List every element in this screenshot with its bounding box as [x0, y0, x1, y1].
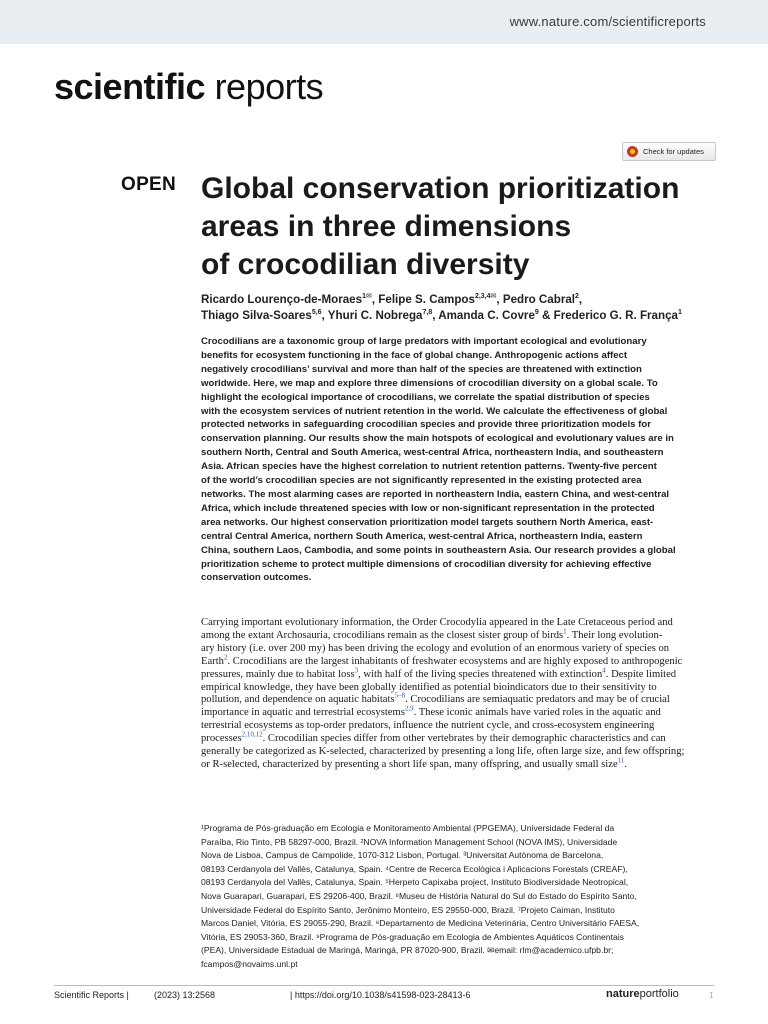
author-name[interactable]: Pedro Cabral — [502, 293, 576, 306]
publisher-logo — [606, 988, 679, 1000]
body-line — [201, 666, 719, 682]
affiliation-ref: 2,3,4 — [474, 293, 491, 301]
abstract-line: with the ecosystem services of nutrient retention in the world. We calculate the effectiveness of global — [201, 405, 668, 417]
site-url-link[interactable]: www.nature.com/scientificreports — [509, 14, 706, 29]
journal-logo — [54, 66, 323, 108]
body-text-run: terrestrial ecosystems as top-order predators, influence the nutrient cycle, and cross-ecosystem engineering — [201, 720, 655, 732]
article-title — [201, 170, 721, 284]
abstract-line: benefits for ecosystem functioning in the face of global change. Anthropogenic actions affect — [201, 349, 628, 361]
abstract-line: conservation planning. Our results show the main hotspots of ecological and evolutionary values are in — [201, 433, 674, 445]
affiliation-line: Vitória, ES 29053‑360, Brazil. ⁹Programa de Pós‑graduação em Ecologia de Ambientes Aquáticos Continentais — [201, 931, 624, 942]
abstract-line: southern North, Central and South America, west‑central Africa, northeastern India, and southeastern — [201, 447, 664, 459]
author-name[interactable]: Yhuri C. Nobrega — [327, 309, 423, 322]
affiliation-ref: 1 — [362, 293, 366, 301]
abstract-line: highlight the ecological importance of crocodilians, we correlate the spatial distribution of species — [201, 391, 650, 403]
body-text-run: pollution, and dependence on aquatic habitats — [201, 694, 395, 706]
body-line — [201, 704, 719, 720]
body-text-run: importance in aquatic and terrestrial ecosystems — [201, 707, 405, 719]
body-text-run: Carrying important evolutionary information, the Order Crocodylia appeared in the Late Cretaceous period and — [201, 617, 673, 628]
author-separator: & — [538, 309, 554, 322]
affiliation-ref: 2 — [575, 293, 579, 301]
affiliation-line: Marcos Daniel, Vitória, ES 29055‑290, Brazil. ⁸Departamento de Medicina Veterinária, Centro Universitário FAESA, — [201, 918, 640, 929]
abstract-line: Crocodilians are a taxonomic group of large predators with important ecological and evolutionary — [201, 336, 647, 347]
body-text — [201, 617, 719, 772]
body-text-run: pressures, mainly due to habitat loss — [201, 668, 355, 680]
citation-link[interactable]: 2,10,12 — [241, 730, 263, 739]
footer-journal: Scientific Reports | — [54, 990, 129, 1000]
check-for-updates-label: Check for updates — [643, 147, 704, 156]
abstract-line: Asia. African species have the highest correlation to nutrient retention patterns. Twenty‑five percent — [201, 461, 657, 473]
citation-link[interactable]: 1 — [563, 627, 567, 636]
citation-link[interactable]: 4 — [602, 666, 606, 675]
abstract-line: worldwide. Here, we map and explore three dimensions of crocodilian diversity on a global scale. To — [201, 377, 658, 389]
doi-link[interactable]: | https://doi.org/10.1038/s41598-023-28413-6 — [290, 990, 471, 1000]
citation-link[interactable]: 11 — [617, 756, 625, 765]
author-line — [201, 308, 721, 324]
body-text-run: or R-selected, characterized by presenting a short life span, many offspring, and usually small size — [201, 758, 618, 770]
footer-divider — [54, 985, 714, 986]
body-text-run: , with half of the living species threatened with extinction — [358, 668, 603, 680]
body-text-run: . These iconic animals have varied roles in the aquatic and — [413, 707, 661, 719]
envelope-icon[interactable]: ✉ — [490, 293, 497, 301]
body-line — [201, 627, 719, 643]
envelope-icon[interactable]: ✉ — [365, 293, 372, 301]
affiliation-line: Universidade Federal do Espírito Santo, Jerônimo Monteiro, ES 29550‑000, Brazil. ⁷Projeto Caiman, Instituto — [201, 904, 615, 915]
body-text-run: . Their long evolution- — [566, 629, 663, 641]
journal-name-light: reports — [205, 66, 324, 107]
title-line: of crocodilian diversity — [201, 248, 530, 281]
author-name[interactable]: Ricardo Lourenço‑de‑Moraes — [201, 293, 363, 306]
author-separator: , — [371, 293, 379, 306]
abstract-line: area networks. Our highest conservation prioritization model targets southern North America, east‑ — [201, 516, 654, 528]
citation-link[interactable]: 2,9 — [404, 704, 414, 713]
abstract-line: prioritization scheme to protect multiple dimensions of crocodilian diversity for achieving effective — [201, 558, 652, 570]
affiliation-line: Nova Guarapari, Guarapari, ES 29206‑400, Brazil. ⁶Museu de História Natural do Sul do Estado do Espírito Santo, — [201, 890, 637, 901]
affiliation-ref: 9 — [534, 309, 539, 317]
body-text-run: . — [624, 758, 628, 770]
body-text-run: processes — [201, 733, 242, 745]
check-for-updates-button[interactable] — [622, 142, 716, 161]
affiliation-line: (PEA), Universidade Estadual de Maringá, Maringá, PR 87020‑900, Brazil. ✉email: rlm@academico.ufpb.br; — [201, 945, 614, 956]
affiliation-line: fcampos@novaims.unl.pt — [201, 958, 298, 969]
title-line: areas in three dimensions — [201, 210, 572, 243]
publisher-logo-bold: nature — [606, 988, 640, 1000]
affiliation-line: ¹Programa de Pós‑graduação em Ecologia e Monitoramento Ambiental (PPGEMA), Universidade Federal da — [201, 823, 615, 833]
body-text-run: . Despite limited — [605, 668, 677, 680]
open-access-label: OPEN — [121, 174, 177, 195]
abstract-line: Africa, which include threatened species with low or non‑significant representation in the protected — [201, 502, 655, 514]
page-number: 1 — [709, 991, 714, 1000]
affiliation-line: Paraíba, Rio Tinto, PB 58297‑000, Brazil. ²NOVA Information Management School (NOVA IMS), Universidade — [201, 836, 618, 847]
body-line — [201, 643, 719, 656]
affiliation-line: Nova de Lisboa, Campus de Campolide, 1070‑312 Lisbon, Portugal. ³Universitat Autònoma de Barcelona, — [201, 850, 604, 861]
body-line — [201, 756, 719, 772]
body-text-run: . Crocodilians are the largest inhabitants of freshwater ecosystems and are highly exposed to anthropogenic — [227, 655, 683, 667]
body-line — [201, 653, 719, 669]
body-text-run: Earth — [201, 655, 224, 667]
title-line: Global conservation prioritization — [201, 172, 680, 205]
body-text-run: ary history (i.e. over 200 my) has been driving the ecology and evolution of an enormous variety of species on — [201, 642, 670, 654]
author-name[interactable]: Thiago Silva‑Soares — [201, 309, 312, 322]
abstract-line: China, southern Laos, Cambodia, and some points in southeastern Asia. Our research provides a global — [201, 544, 676, 556]
author-separator: , — [496, 293, 503, 306]
author-separator: , — [321, 309, 328, 322]
affiliation-ref: 1 — [677, 309, 682, 317]
body-line — [201, 691, 719, 707]
body-line — [201, 682, 719, 695]
citation-link[interactable]: 3 — [354, 666, 359, 675]
abstract-line: protected networks in safeguarding crocodilian species and provide three prioritization models for — [201, 419, 651, 431]
body-line — [201, 730, 719, 746]
author-separator: , — [578, 293, 583, 306]
abstract — [201, 335, 719, 585]
footer-citation: (2023) 13:2568 — [154, 990, 216, 1000]
author-name[interactable]: Felipe S. Campos — [378, 293, 475, 306]
journal-name-bold: scientific — [54, 66, 206, 107]
author-separator: , — [432, 309, 439, 322]
citation-link[interactable]: 5–8 — [394, 691, 406, 700]
affiliation-ref: 5,6 — [311, 309, 322, 317]
body-line — [201, 720, 719, 733]
publisher-logo-light: portfolio — [639, 988, 679, 1000]
abstract-line: central Central America, northern South America, west‑central Africa, northeastern India, eastern — [201, 530, 643, 542]
abstract-line: networks. The most alarming cases are reported in northeastern India, eastern China, and west‑central — [201, 488, 670, 500]
citation-link[interactable]: 2 — [223, 653, 228, 662]
affiliation-ref: 7,8 — [422, 309, 433, 317]
author-name[interactable]: Amanda C. Covre — [438, 309, 535, 322]
body-text-run: empirical knowledge, they have been globally identified as potential bioindicators due to their sensitivity to — [201, 681, 657, 693]
body-line — [201, 746, 719, 759]
abstract-line: of the world’s crocodilian species are not significantly represented in the existing protected area — [201, 475, 642, 487]
top-banner — [0, 0, 768, 44]
abstract-line: negatively crocodilians’ survival and more than half of the species are threatened with extinction — [201, 363, 642, 375]
body-line — [201, 617, 719, 630]
abstract-line: conservation outcomes. — [201, 572, 312, 584]
affiliation-line: 08193 Cerdanyola del Vallès, Catalunya, Spain. ⁵Herpeto Capixaba project, Instituto Biodiversidade Neotropical, — [201, 877, 629, 888]
author-line — [201, 292, 721, 308]
affiliation-line: 08193 Cerdanyola del Vallès, Catalunya, Spain. ⁴Centre de Recerca Ecològica i Aplicacions Forestals (CREAF), — [201, 863, 628, 874]
author-list — [201, 292, 721, 324]
author-name[interactable]: Frederico G. R. França — [553, 309, 678, 322]
body-text-run: . Crocodilian species differ from other vertebrates by their demographic characteristics and can — [262, 733, 666, 745]
body-text-run: generally be categorized as K-selected, characterized by presenting a long life, often large size, and few offspring; — [201, 746, 685, 758]
crossmark-icon — [627, 146, 638, 157]
affiliations — [201, 822, 719, 972]
body-text-run: among the extant Archosauria, crocodilians remain as the closest sister group of birds — [201, 629, 564, 641]
body-text-run: . Crocodilians are semiaquatic predators and may be of crucial — [405, 694, 670, 706]
